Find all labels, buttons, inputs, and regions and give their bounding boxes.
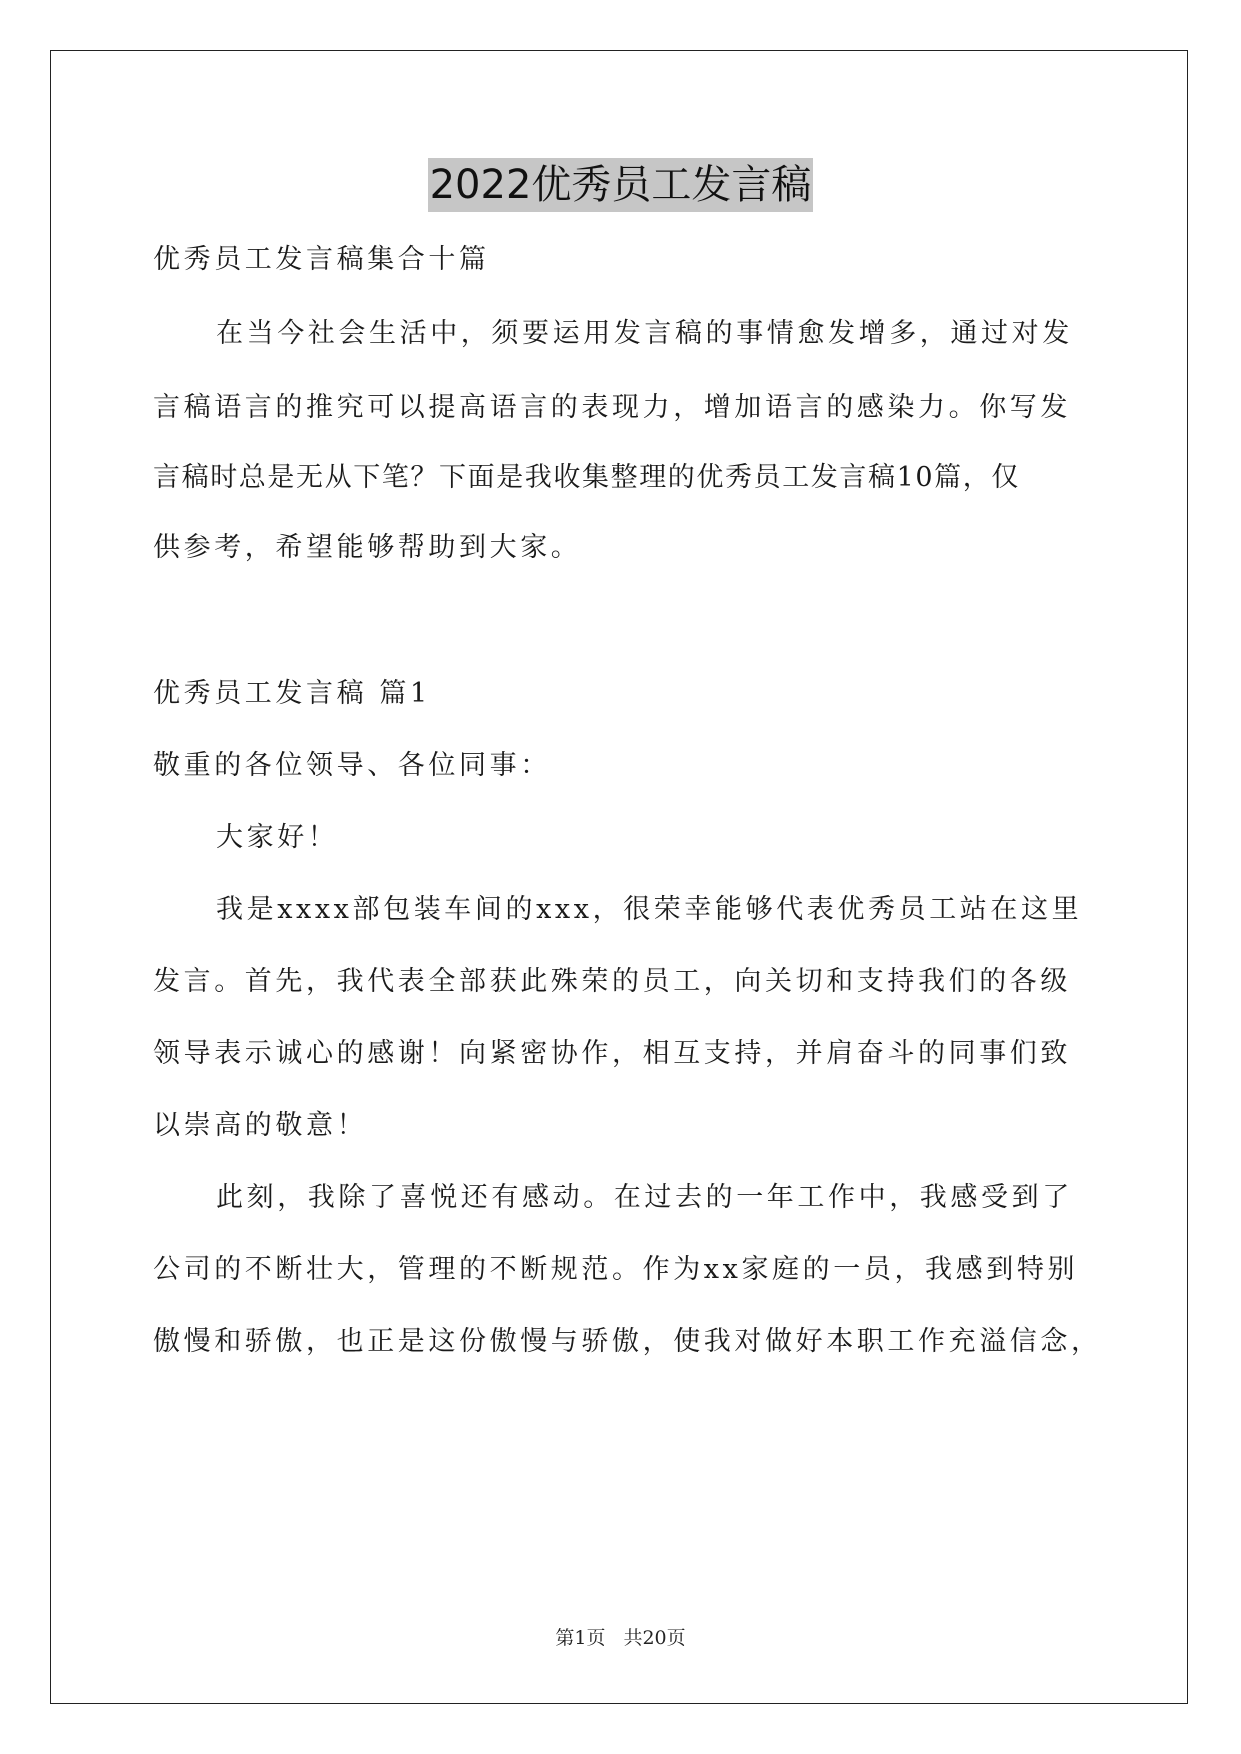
page-border (50, 50, 1188, 1704)
document-title: 2022优秀员工发言稿 (428, 158, 814, 212)
page-number: 第1页 (555, 1627, 606, 1649)
subtitle: 优秀员工发言稿集合十篇 (153, 244, 490, 275)
paragraph-line: 发言。首先，我代表全部获此殊荣的员工，向关切和支持我们的各级 (153, 966, 1071, 997)
page-total: 共20页 (623, 1627, 686, 1649)
title-area (0, 158, 1241, 212)
paragraph-line: 言稿时总是无从下笔？下面是我收集整理的优秀员工发言稿10篇，仅 (153, 462, 1020, 493)
paragraph-line: 我是xxxx部包装车间的xxx，很荣幸能够代表优秀员工站在这里 (216, 894, 1083, 925)
paragraph-line: 领导表示诚心的感谢！向紧密协作，相互支持，并肩奋斗的同事们致 (153, 1038, 1071, 1069)
paragraph-line: 供参考，希望能够帮助到大家。 (153, 532, 582, 563)
paragraph-line: 以崇高的敬意！ (153, 1110, 368, 1141)
greeting: 大家好！ (216, 822, 339, 853)
page-footer (0, 1626, 1241, 1650)
paragraph-line: 此刻，我除了喜悦还有感动。在过去的一年工作中，我感受到了 (216, 1182, 1073, 1213)
paragraph-line: 在当今社会生活中，须要运用发言稿的事情愈发增多，通过对发 (216, 318, 1073, 349)
paragraph-line: 言稿语言的推究可以提高语言的表现力，增加语言的感染力。你写发 (153, 392, 1071, 423)
paragraph-line: 公司的不断壮大，管理的不断规范。作为xx家庭的一员，我感到特别 (153, 1254, 1079, 1285)
section-heading: 优秀员工发言稿 篇1 (153, 678, 431, 709)
salutation: 敬重的各位领导、各位同事： (153, 750, 551, 781)
paragraph-line: 傲慢和骄傲，也正是这份傲慢与骄傲，使我对做好本职工作充溢信念， (153, 1326, 1102, 1357)
